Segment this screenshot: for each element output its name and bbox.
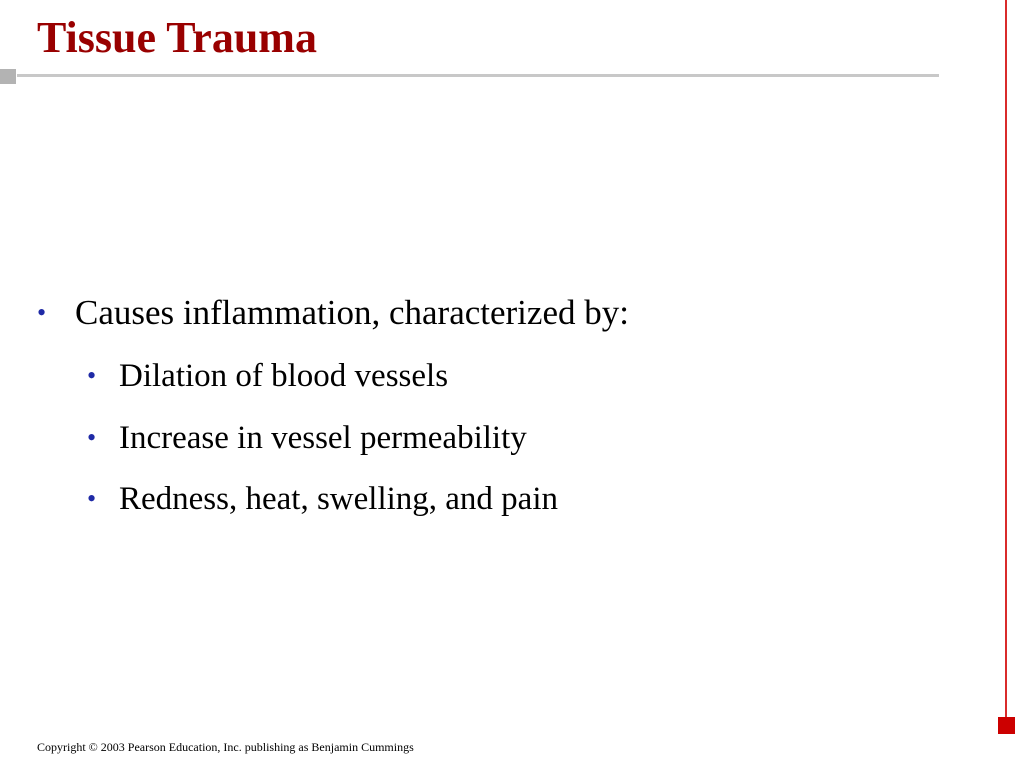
copyright-footer: Copyright © 2003 Pearson Education, Inc. publishing as Benjamin Cummings: [37, 740, 414, 754]
bullet-dot-icon: •: [37, 298, 47, 327]
bullet-item-level2: [87, 356, 448, 396]
bullet-item-level2: [87, 479, 558, 519]
bullet-text: Increase in vessel permeability: [119, 420, 527, 456]
bullet-dot-icon: •: [87, 423, 97, 452]
bullet-item-level2: [87, 418, 527, 458]
bullet-dot-icon: •: [87, 484, 97, 513]
bullet-dot-icon: •: [87, 361, 97, 390]
right-accent-line: [1005, 0, 1007, 717]
bullet-item-level1: [37, 293, 629, 333]
left-accent-square: [0, 69, 16, 84]
title-divider: [17, 74, 939, 77]
bullet-text: Causes inflammation, characterized by:: [75, 293, 629, 332]
right-accent-square: [998, 717, 1015, 734]
slide-title: Tissue Trauma: [37, 13, 317, 62]
bullet-text: Redness, heat, swelling, and pain: [119, 481, 558, 517]
bullet-text: Dilation of blood vessels: [119, 358, 449, 394]
